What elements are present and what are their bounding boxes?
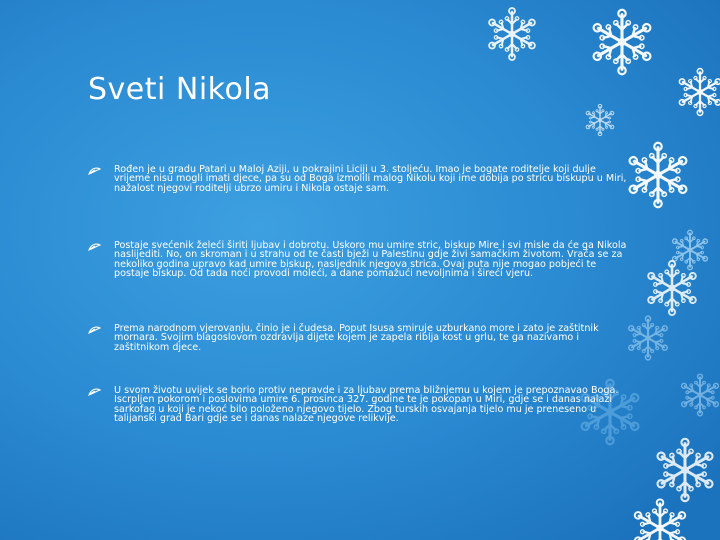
bullet-text: Rođen je u gradu Patari u Maloj Aziji, u pokrajini Liciji u 3. stoljeću. Imao je bogate roditelje koji dulje vrijeme nisu mogli imati djece, pa su od Boga izmolili malog Nikolu koji ime dobija po stricu biskupu u Miri, nažalost njegovi roditelji ubrzo umiru i Nikola ostaje sam.: [114, 164, 627, 194]
snowflake-icon: [654, 439, 716, 501]
snowflake-icon: [679, 374, 720, 416]
bullet-text: Prema narodnom vjerovanju, činio je i čudesa. Poput Isusa smiruje uzburkano more i zato je zaštitnik mornara. Svojim blagoslovom ozdravlja dijete kojem je zapela riblja kost u grlu, te ga nazivamo i zaštitnikom djece.: [114, 323, 599, 353]
bullet-text: U svom životu uvijek se borio protiv nepravde i za ljubav prema bližnjemu u kojem je prepoznavao Boga. Iscrpljen pokorom i poslovima umire 6. prosinca 327. godine te je pokopan u Miri, gdje se i danas nalazi sarkofag u koji je nekoć bilo položeno njegovo tijelo. Zbog turskih osvajanja tijelo mu je preneseno u talijanski grad Bari gdje se i danas nalaze njegove relikvije.: [114, 385, 619, 424]
snowflake-icon: [590, 10, 654, 74]
bullet-list: [88, 164, 633, 424]
bullet-text: Postaje svećenik želeći širiti ljubav i dobrotu. Uskoro mu umire stric, biskup Mire i svi misle da će ga Nikola naslijediti. No, on skroman i u strahu od te časti bježi u Palestinu gdje živi samačkim životom. Vraća se za nekoliko godina upravo kad umire biskup, nasljednik njegova strica. Ovaj puta nije mogao pobjeći te postaje biskup. Od tada noći provodi moleći, a dane pomažući nevoljnima i šireći vjeru.: [114, 240, 627, 279]
bullet-item: [88, 386, 633, 423]
leaf-bullet-icon: [88, 388, 101, 397]
snowflake-icon: [632, 499, 689, 540]
snowflake-icon: [677, 69, 720, 116]
leaf-bullet-icon: [88, 326, 101, 335]
leaf-bullet-icon: [88, 243, 101, 252]
leaf-bullet-icon: [88, 167, 101, 176]
snowflake-icon: [626, 143, 690, 207]
bullet-item: [88, 165, 633, 193]
bullet-item: [88, 324, 633, 352]
snowflake-icon: [486, 8, 538, 60]
bullet-item: [88, 241, 633, 278]
snowflake-icon: [584, 104, 615, 135]
slide-title: Sveti Nikola: [88, 72, 272, 107]
snowflake-icon: [670, 230, 709, 270]
